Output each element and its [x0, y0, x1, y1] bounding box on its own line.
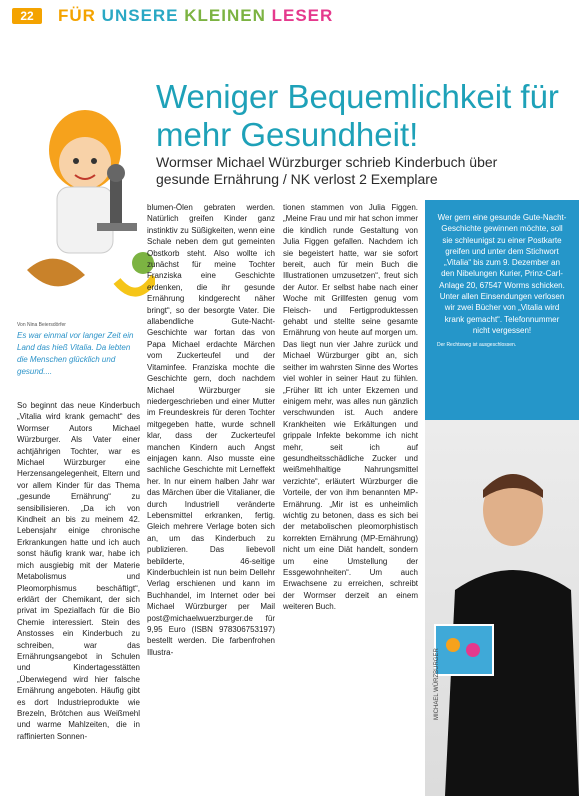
photo-credit: MICHAEL WÜRZBURGER: [434, 648, 440, 720]
section-heading: [58, 6, 333, 26]
illustration-credit: Von Nina Beiersdörfer: [17, 322, 66, 328]
column-1-text: So beginnt das neue Kinderbuch „Vitalia wird krank gemacht“ des Wormser Autors Michael Würzburger. Als Vater einer achtjährigen Tochter, war es Michael Würzburger eine Herzensangelegenheit, Eltern und vor allem Kinder für das Thema „gesunde Ernährung“ zu sensibilisieren. „Da ich von Kindheit an bis zu meinem 42. Lebensjahr einige chronische Erkrankungen hatte und ich auch sonst häufig krank war, habe ich mich ausgiebig mit der Materie Metabolismus und Pleomorphismus beschäftigt“, erklärt der Chemikant, der sich privat im Spezialfach für die Bio Chemie interessiert. Stein des Anstosses ein Kinderbuch zu schreiben, war das Ernährungsangebot in Schulen und Kindertagesstätten „Überwiegend wird hier falsche Ernährung angeboten. Häufig gibt es dort Industrieprodukte wie Brezeln, Brötchen aus Weißmehl und warme Mahlzeiten, die in raffinierten Sonnen-: [17, 401, 140, 741]
author-figure: [425, 420, 579, 796]
article-intro: Es war einmal vor langer Zeit ein Land das hieß Vitalia. Da lebten die Menschen glücklich und gesund....: [17, 331, 134, 376]
article-column-1: [17, 400, 140, 742]
section-word-4: LESER: [271, 6, 334, 25]
article-column-3: [283, 202, 418, 613]
article-title: Weniger Bequemlichkeit für mehr Gesundheit!: [156, 78, 559, 153]
author-photo: [425, 420, 579, 796]
section-word-2: UNSERE: [101, 6, 185, 25]
page-number: 22: [12, 8, 42, 24]
article-subtitle: Wormser Michael Würzburger schrieb Kinderbuch über gesunde Ernährung / NK verlost 2 Exemplare: [156, 154, 498, 187]
section-word-1: FÜR: [58, 6, 102, 25]
infobox-text: Wer gern eine gesunde Gute-Nacht-Geschichte gewinnen möchte, soll sie schleunigst zu einer Postkarte greifen und unter dem Stichwort „Vitalia“ bis zum 9. Dezember an den Nibelungen Kurier, Prinz-Carl-Anlage 20, 67547 Worms schicken. Unter allen Einsendungen verlosen wir zwei Bücher von „Vitalia wird krank gemacht“. Telefonnummer nicht vergessen!: [437, 213, 567, 335]
section-word-3: KLEINEN: [184, 6, 272, 25]
column-3-text: tionen stammen von Julia Figgen. „Meine Frau und mir hat schon immer die kindlich runde Gestaltung von Julia Figgen gefallen. Nachdem ich sie begeistert hatte, war sie sofort bereit, auch für mein Buch die Illustrationen umzusetzen“, freut sich der Autor. Er selbst habe nach einer Woche mit Grillfesten genug vom Fleisch- und Fertigproduktessen gehabt und stellte seine gesamte Ernährung von heute auf morgen um. Das liegt nun vier Jahre zurück und Michael Würzburger gibt an, sich seither im wahrsten Sinne des Wortes viel wohler in seiner Haut zu fühlen. „Früher litt ich unter Ekzemen und einigem mehr, was alles nun gänzlich verschwunden ist. Auch andere Krankheiten wie Erkältungen und grippale Infekte bekomme ich nicht mehr, seit ich auf gesundheitsschädliche Zucker und weißmehlhaltige Nahrungsmittel verzichte“, erläutert Würzburger die Vorteile, der von ihm benannten MP-Ernährung. „Mir ist es unheimlich wichtig zu betonen, dass es sich bei der metabolischen pleomorphistisch korrekten Ernährung (MP-Ernährung) nicht um eine Diät handelt, sondern um eine Umstellung der Essgewohnheiten“. Um auch Erwachsene zu erreichen, schreibt der Wormser derzeit an einem weiteren Buch.: [283, 203, 418, 612]
child-microscope-illustration: [15, 95, 155, 320]
infobox-note: Der Rechtsweg ist ausgeschlossen.: [437, 342, 517, 349]
contest-infobox: [425, 200, 579, 420]
article-column-2: [147, 202, 275, 658]
column-2-text: blumen-Ölen gebraten werden. Natürlich greifen Kinder ganz instinktiv zu Süßigkeiten, wenn eine Schale neben dem gut gemeinten Obstkorb steht. Also wollte ich zunächst für meine Tochter Franziska eine Geschichte erdenken, die ihr gesunde Ernährung kindgerecht näher bringt“, so der besorgte Vater. Die allabendliche Gute-Nacht-Geschichte war fortan das von Papa Michael erdachte Märchen vom Zuckerteufel und der Vitaminfee. Franziska mochte die Geschichte gern, doch nachdem Michael Würzburger sie niedergeschrieben und einer Mutter im Freundeskreis für deren Tochter mitgegeben hatte, wurde schnell klar, dass der Zuckerteufel manchen Kindern auch Angst einjagen kann. Also musste eine sachliche Geschichte mit Lerneffekt her. In nur einem halben Jahr war das Märchen über die Vitalianer, die durch Industriell veränderte Lebensmittel erkranken, fertig. Gleich mehrere Verlage boten sich an, um das Kinderbuch zu publizieren. Das liebevoll bebilderte, 46-seitige Kinderbuchlein ist nun beim Dellehr Verlag erschienen und kann im Buchhandel, im Internet oder bei Michael Würzburger per Mail post@michaelwuerzburger.de für 9,95 Euro (ISBN 978306753197) bestellt werden. Die farbenfrohen Illustra-: [147, 203, 275, 657]
